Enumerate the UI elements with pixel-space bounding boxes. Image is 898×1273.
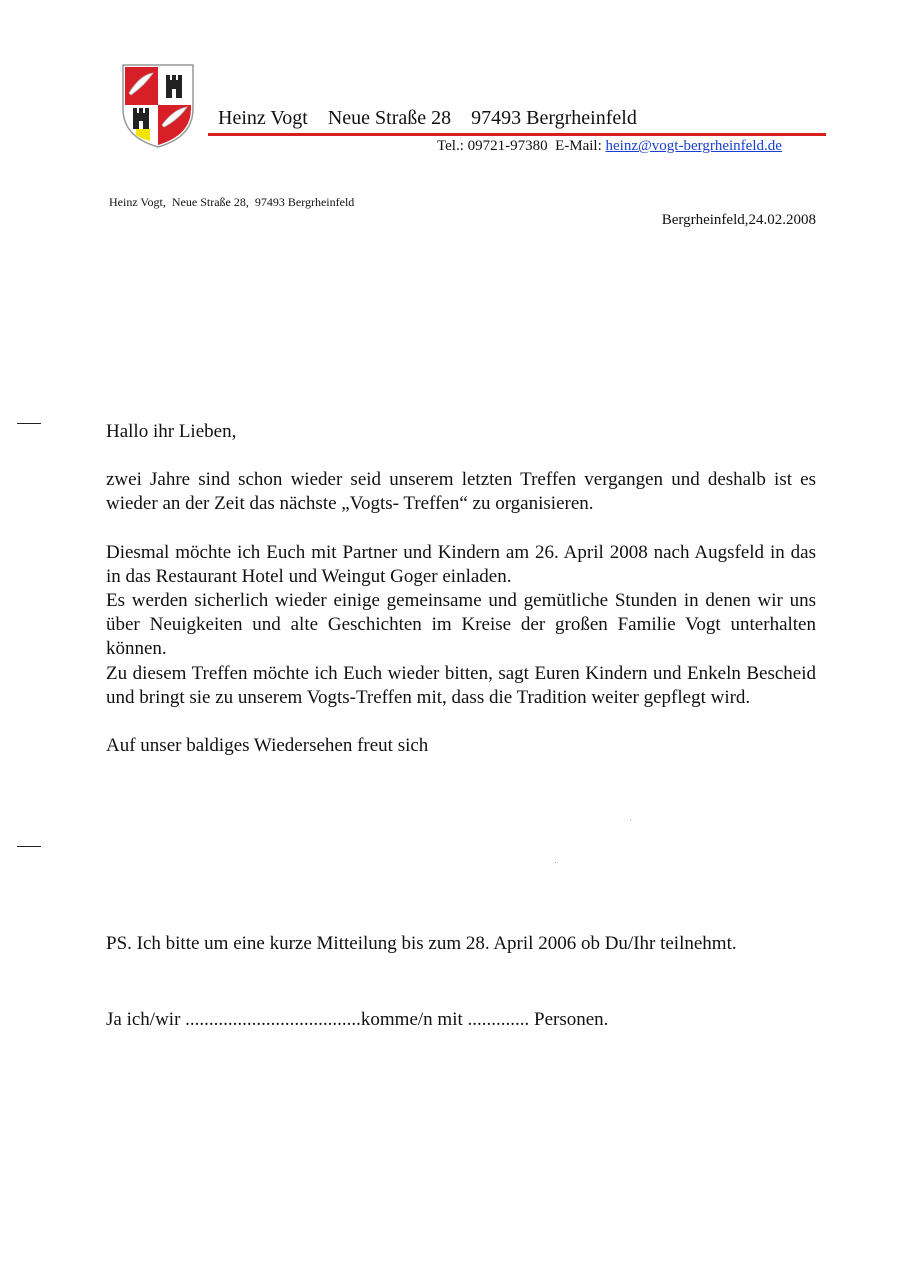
letter-date: Bergrheinfeld,24.02.2008	[661, 212, 816, 228]
scan-speck	[555, 862, 556, 863]
fold-mark-bottom	[17, 846, 41, 847]
closing-line: Auf unser baldiges Wiedersehen freut sich	[106, 735, 429, 757]
letterhead-rule	[208, 133, 826, 136]
letterhead-street: Neue Straße 28	[327, 107, 452, 129]
postscript: PS. Ich bitte um eine kurze Mitteilung bis zum 28. April 2006 ob Du/Ihr teilnehmt.	[106, 933, 737, 954]
letterhead-name: Heinz Vogt	[218, 107, 308, 129]
letterhead-address	[218, 106, 637, 130]
paragraph-invitation-intro: zwei Jahre sind schon wieder seid unserem letzten Treffen vergangen und deshalb ist es wieder an der Zeit das nächste „Vogts- Treffen“ zu organisieren.	[106, 469, 816, 515]
paragraph-request: Zu diesem Treffen möchte ich Euch wieder bitten, sagt Euren Kindern und Enkeln Bescheid und bringt sie zu unserem Vogts-Treffen mit, dass die Tradition weiter gepflegt wird.	[106, 662, 816, 708]
fold-mark-top	[17, 423, 41, 424]
letter-body	[106, 420, 816, 782]
sender-return-address: Heinz Vogt, Neue Straße 28, 97493 Bergrheinfeld	[109, 195, 355, 209]
email-link[interactable]: heinz@vogt-bergrheinfeld.de	[605, 138, 782, 154]
letterhead-city: 97493 Bergrheinfeld	[471, 107, 637, 129]
contact-phone-label: Tel.: 09721-97380 E-Mail:	[437, 138, 606, 154]
scan-speck	[630, 820, 631, 821]
paragraph-date-location: Diesmal möchte ich Euch mit Partner und Kindern am 26. April 2008 nach Augsfeld in das in das Restaurant Hotel und Weingut Goger einladen.	[106, 541, 816, 587]
letterhead-contact	[437, 137, 782, 155]
coat-of-arms-icon	[120, 63, 196, 149]
salutation: Hallo ihr Lieben,	[106, 421, 237, 442]
paragraph-gathering: Es werden sicherlich wieder einige gemeinsame und gemütliche Stunden in denen wir uns über Neuigkeiten und alte Geschichten im Kreise der großen Familie Vogt unterhalten können.	[106, 590, 816, 660]
reply-form-line[interactable]: Ja ich/wir .....................................komme/n mit ............. Personen.	[106, 1009, 609, 1030]
